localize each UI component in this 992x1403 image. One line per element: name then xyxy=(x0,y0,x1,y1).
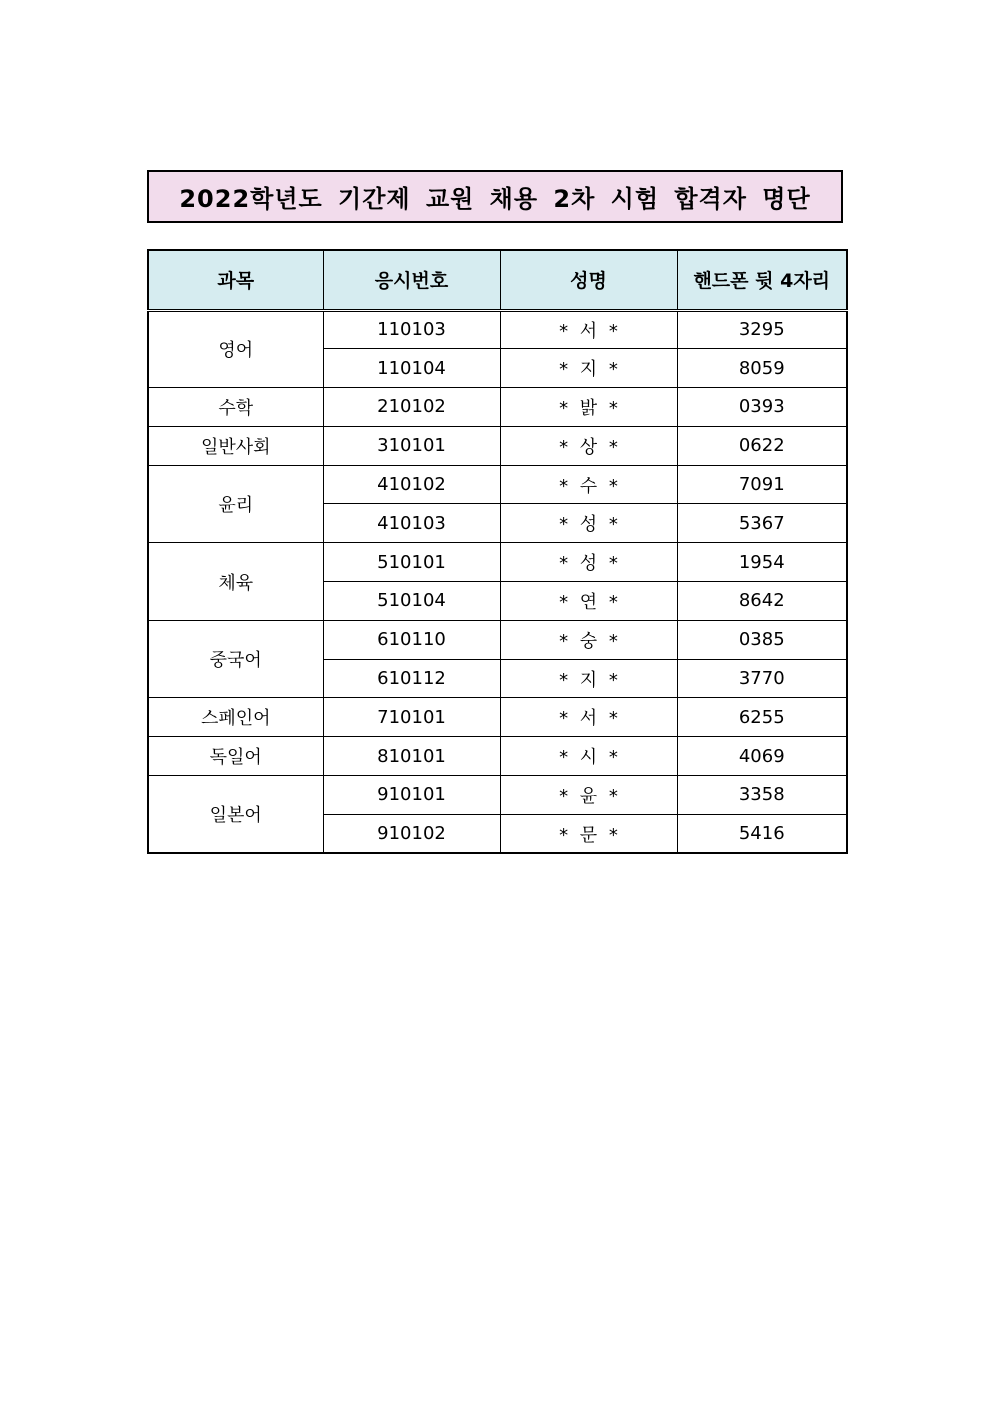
name-cell: * 윤 * xyxy=(500,776,677,815)
name-cell: * 성 * xyxy=(500,543,677,582)
phone-last4-cell: 3358 xyxy=(677,776,847,815)
table-row xyxy=(148,426,847,465)
name-cell: * 상 * xyxy=(500,426,677,465)
phone-last4-cell: 4069 xyxy=(677,737,847,776)
subject-cell: 중국어 xyxy=(148,620,323,698)
exam-number-cell: 110103 xyxy=(323,310,500,349)
subject-cell: 스페인어 xyxy=(148,698,323,737)
name-cell: * 밝 * xyxy=(500,388,677,427)
subject-cell: 영어 xyxy=(148,310,323,388)
phone-last4-cell: 8642 xyxy=(677,582,847,621)
subject-cell: 일반사회 xyxy=(148,426,323,465)
exam-number-cell: 510101 xyxy=(323,543,500,582)
phone-last4-cell: 3770 xyxy=(677,659,847,698)
phone-last4-cell: 7091 xyxy=(677,465,847,504)
exam-number-cell: 610112 xyxy=(323,659,500,698)
table-row xyxy=(148,737,847,776)
table-row xyxy=(148,310,847,349)
name-cell: * 성 * xyxy=(500,504,677,543)
exam-number-cell: 410102 xyxy=(323,465,500,504)
phone-last4-cell: 3295 xyxy=(677,310,847,349)
table-row xyxy=(148,388,847,427)
table-row xyxy=(148,620,847,659)
table-row xyxy=(148,776,847,815)
phone-last4-cell: 8059 xyxy=(677,349,847,388)
exam-number-cell: 510104 xyxy=(323,582,500,621)
phone-last4-cell: 6255 xyxy=(677,698,847,737)
exam-number-cell: 410103 xyxy=(323,504,500,543)
exam-number-cell: 910102 xyxy=(323,814,500,853)
table-row xyxy=(148,698,847,737)
column-header-phone-last4: 핸드폰 뒷 4자리 xyxy=(677,250,847,310)
subject-cell: 수학 xyxy=(148,388,323,427)
exam-number-cell: 710101 xyxy=(323,698,500,737)
table-row xyxy=(148,543,847,582)
column-header-exam-number: 응시번호 xyxy=(323,250,500,310)
name-cell: * 수 * xyxy=(500,465,677,504)
phone-last4-cell: 5416 xyxy=(677,814,847,853)
phone-last4-cell: 0393 xyxy=(677,388,847,427)
phone-last4-cell: 0385 xyxy=(677,620,847,659)
name-cell: * 서 * xyxy=(500,698,677,737)
table-header-row xyxy=(148,250,847,310)
exam-number-cell: 210102 xyxy=(323,388,500,427)
table-body xyxy=(148,310,847,853)
exam-number-cell: 110104 xyxy=(323,349,500,388)
phone-last4-cell: 0622 xyxy=(677,426,847,465)
phone-last4-cell: 1954 xyxy=(677,543,847,582)
exam-number-cell: 610110 xyxy=(323,620,500,659)
subject-cell: 윤리 xyxy=(148,465,323,543)
name-cell: * 숭 * xyxy=(500,620,677,659)
name-cell: * 지 * xyxy=(500,349,677,388)
name-cell: * 문 * xyxy=(500,814,677,853)
column-header-name: 성명 xyxy=(500,250,677,310)
subject-cell: 독일어 xyxy=(148,737,323,776)
table-row xyxy=(148,465,847,504)
exam-number-cell: 910101 xyxy=(323,776,500,815)
exam-number-cell: 810101 xyxy=(323,737,500,776)
subject-cell: 일본어 xyxy=(148,776,323,854)
document-title: 2022학년도 기간제 교원 채용 2차 시험 합격자 명단 xyxy=(147,170,843,223)
phone-last4-cell: 5367 xyxy=(677,504,847,543)
exam-number-cell: 310101 xyxy=(323,426,500,465)
column-header-subject: 과목 xyxy=(148,250,323,310)
results-table xyxy=(147,249,848,854)
subject-cell: 체육 xyxy=(148,543,323,621)
name-cell: * 시 * xyxy=(500,737,677,776)
name-cell: * 지 * xyxy=(500,659,677,698)
name-cell: * 연 * xyxy=(500,582,677,621)
name-cell: * 서 * xyxy=(500,310,677,349)
